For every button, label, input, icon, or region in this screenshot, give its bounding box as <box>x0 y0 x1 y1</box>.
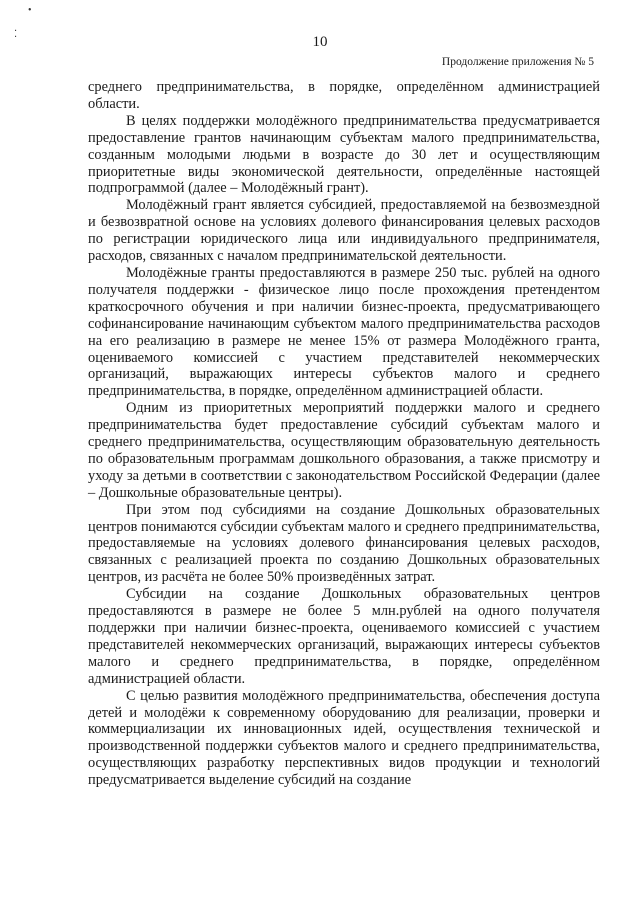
paragraph: Субсидии на создание Дошкольных образовательных центров предоставляются в размере не более 5 млн.рублей на одного получателя поддержки при наличии бизнес-проекта, оцениваемого комиссией с участием представителей некоммерческих организаций, выражающих интересы субъектов малого и среднего предпринимательства, в порядке, определённом администрацией области. <box>88 586 600 687</box>
page-number: 10 <box>312 34 328 50</box>
scan-speck: ⁚ <box>14 29 18 40</box>
paragraph: С целью развития молодёжного предпринимательства, обеспечения доступа детей и молодёжи к современному оборудованию для реализации, проверки и коммерциализации их инновационных идей, осуществления технической и производственной поддержки субъектов малого и среднего предпринимательства, осуществляющих разработку перспективных видов продукции и технологий предусматривается выделение субсидий на создание <box>88 687 600 789</box>
scan-speck: • <box>28 5 32 16</box>
paragraph: При этом под субсидиями на создание Дошкольных образовательных центров понимаются субсидии субъектам малого и среднего предпринимательства, предоставляемые на условиях долевого финансирования целевых расходов, связанных с реализацией проекта по созданию Дошкольных образовательных центров, из расчёта не более 50% произведённых затрат. <box>88 501 600 586</box>
paragraph: Молодёжные гранты предоставляются в размере 250 тыс. рублей на одного получателя поддержки - физическое лицо после прохождения претендентом краткосрочного обучения и при наличии бизнес-проекта, предусматривающего софинансирование начинающим субъектом малого предпринимательства расходов на его реализацию в размере не менее 15% от размера Молодёжного гранта, оцениваемого комиссией с участием представителей некоммерческих организаций, выражающих интересы субъектов малого и среднего предпринимательства, в порядке, определённом администрацией области. <box>88 264 600 400</box>
paragraph: Одним из приоритетных мероприятий поддержки малого и среднего предпринимательства будет предоставление субсидий субъектам малого и среднего предпринимательства, осуществляющим образовательную деятельность по образовательным программам дошкольного образования, а также присмотру и уходу за детьми в соответствии с законодательством Российской Федерации (далее – Дошкольные образовательные центры). <box>88 400 600 501</box>
paragraph: Молодёжный грант является субсидией, предоставляемой на безвозмездной и безвозвратной основе на условиях долевого финансирования целевых расходов по регистрации юридического лица или индивидуального предпринимателя, расходов, связанных с началом предпринимательской деятельности. <box>88 197 600 265</box>
document-body <box>88 79 600 789</box>
paragraph: среднего предпринимательства, в порядке, определённом администрацией области. <box>88 79 600 112</box>
appendix-continuation-note: Продолжение приложения № 5 <box>441 56 594 68</box>
paragraph: В целях поддержки молодёжного предпринимательства предусматривается предоставление грантов начинающим субъектам малого предпринимательства, созданным молодыми людьми в возрасте до 30 лет и осуществляющим приоритетные виды экономической деятельности, определённые настоящей подпрограммой (далее – Молодёжный грант). <box>88 112 600 197</box>
